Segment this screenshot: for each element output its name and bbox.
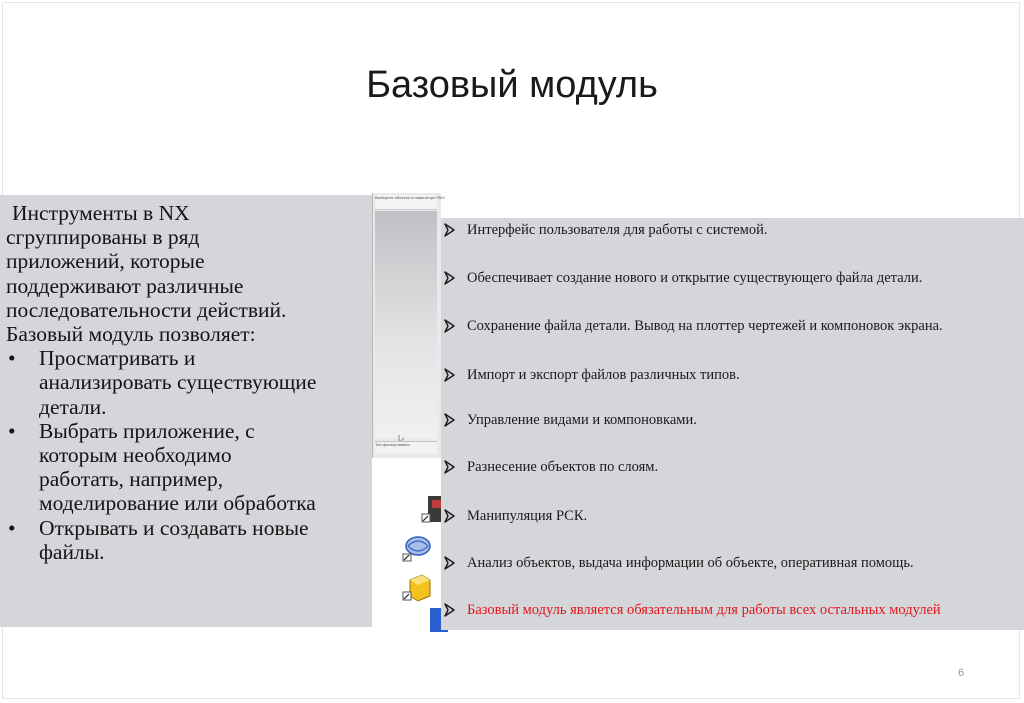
bullet-line: которым необходимо xyxy=(39,443,232,468)
feature-text: Разнесение объектов по слоям. xyxy=(467,459,659,475)
bullet-text: Просматривать и xyxy=(39,346,196,371)
bullet-line xyxy=(6,419,378,443)
bullet-dot: • xyxy=(8,418,16,443)
bullet-view-analyze xyxy=(6,346,378,419)
bullet-line xyxy=(6,516,378,540)
arrow-bullet-icon xyxy=(444,271,456,285)
bullet-select-application xyxy=(6,419,378,516)
arrow-bullet-icon xyxy=(444,319,456,333)
slide-title: Базовый модуль xyxy=(366,64,658,106)
bullet-line: моделирование или обработка xyxy=(39,491,316,516)
bullet-line xyxy=(6,346,378,370)
left-image-panel xyxy=(0,195,372,627)
bullet-text: Выбрать приложение, с xyxy=(39,418,255,443)
screenshot-header: Выберите объекты в навигаторе РМЗ xyxy=(375,195,437,210)
intro-line: поддерживают различные xyxy=(6,273,244,298)
bullet-dot: • xyxy=(8,515,16,540)
intro-line: последовательности действий. xyxy=(6,297,287,322)
feature-text: Манипуляция РСК. xyxy=(467,508,588,524)
intro-line: сгруппированы в ряд xyxy=(6,225,200,250)
arrow-bullet-icon xyxy=(444,413,456,427)
surface-modeling-icon xyxy=(402,532,432,562)
feature-text: Обеспечивает создание нового и открытие существующего файла детали. xyxy=(467,270,923,286)
feature-text: Интерфейс пользователя для работы с системой. xyxy=(467,222,768,238)
bullet-line: файлы. xyxy=(39,539,105,564)
nx-navigator-screenshot xyxy=(372,193,445,458)
bullet-dot: • xyxy=(8,346,16,371)
feature-text: Сохранение файла детали. Вывод на плоттер чертежей и компоновок экрана. xyxy=(467,318,943,334)
feature-text: Импорт и экспорт файлов различных типов. xyxy=(467,367,740,383)
bullet-text: Открывать и создавать новые xyxy=(39,515,309,540)
arrow-bullet-icon xyxy=(444,556,456,570)
bullet-line: анализировать существующие xyxy=(39,370,317,395)
bullet-line: работать, например, xyxy=(39,467,224,492)
feature-text: Управление видами и компоновками. xyxy=(467,412,697,428)
screenshot-footer: Тип фильтрования xyxy=(375,441,437,454)
feature-text: Анализ объектов, выдача информации об объекте, оперативная помощь. xyxy=(467,555,914,571)
intro-line: приложений, которые xyxy=(6,249,205,274)
arrow-bullet-icon xyxy=(444,603,456,617)
arrow-bullet-icon xyxy=(444,223,456,237)
bullet-open-create xyxy=(6,516,378,564)
features-panel xyxy=(441,218,1024,630)
arrow-bullet-icon xyxy=(444,368,456,382)
bullet-line: детали. xyxy=(39,394,107,419)
page-number: 6 xyxy=(958,667,965,679)
feature-text: Базовый модуль является обязательным для работы всех остальных модулей xyxy=(467,602,941,618)
intro-line: Базовый модуль позволяет: xyxy=(6,322,256,347)
intro-line: Инструменты в NX xyxy=(12,201,190,225)
arrow-bullet-icon xyxy=(444,460,456,474)
screenshot-viewport xyxy=(375,211,437,439)
left-image-text xyxy=(6,201,378,564)
arrow-bullet-icon xyxy=(444,509,456,523)
solid-modeling-icon xyxy=(402,572,432,602)
